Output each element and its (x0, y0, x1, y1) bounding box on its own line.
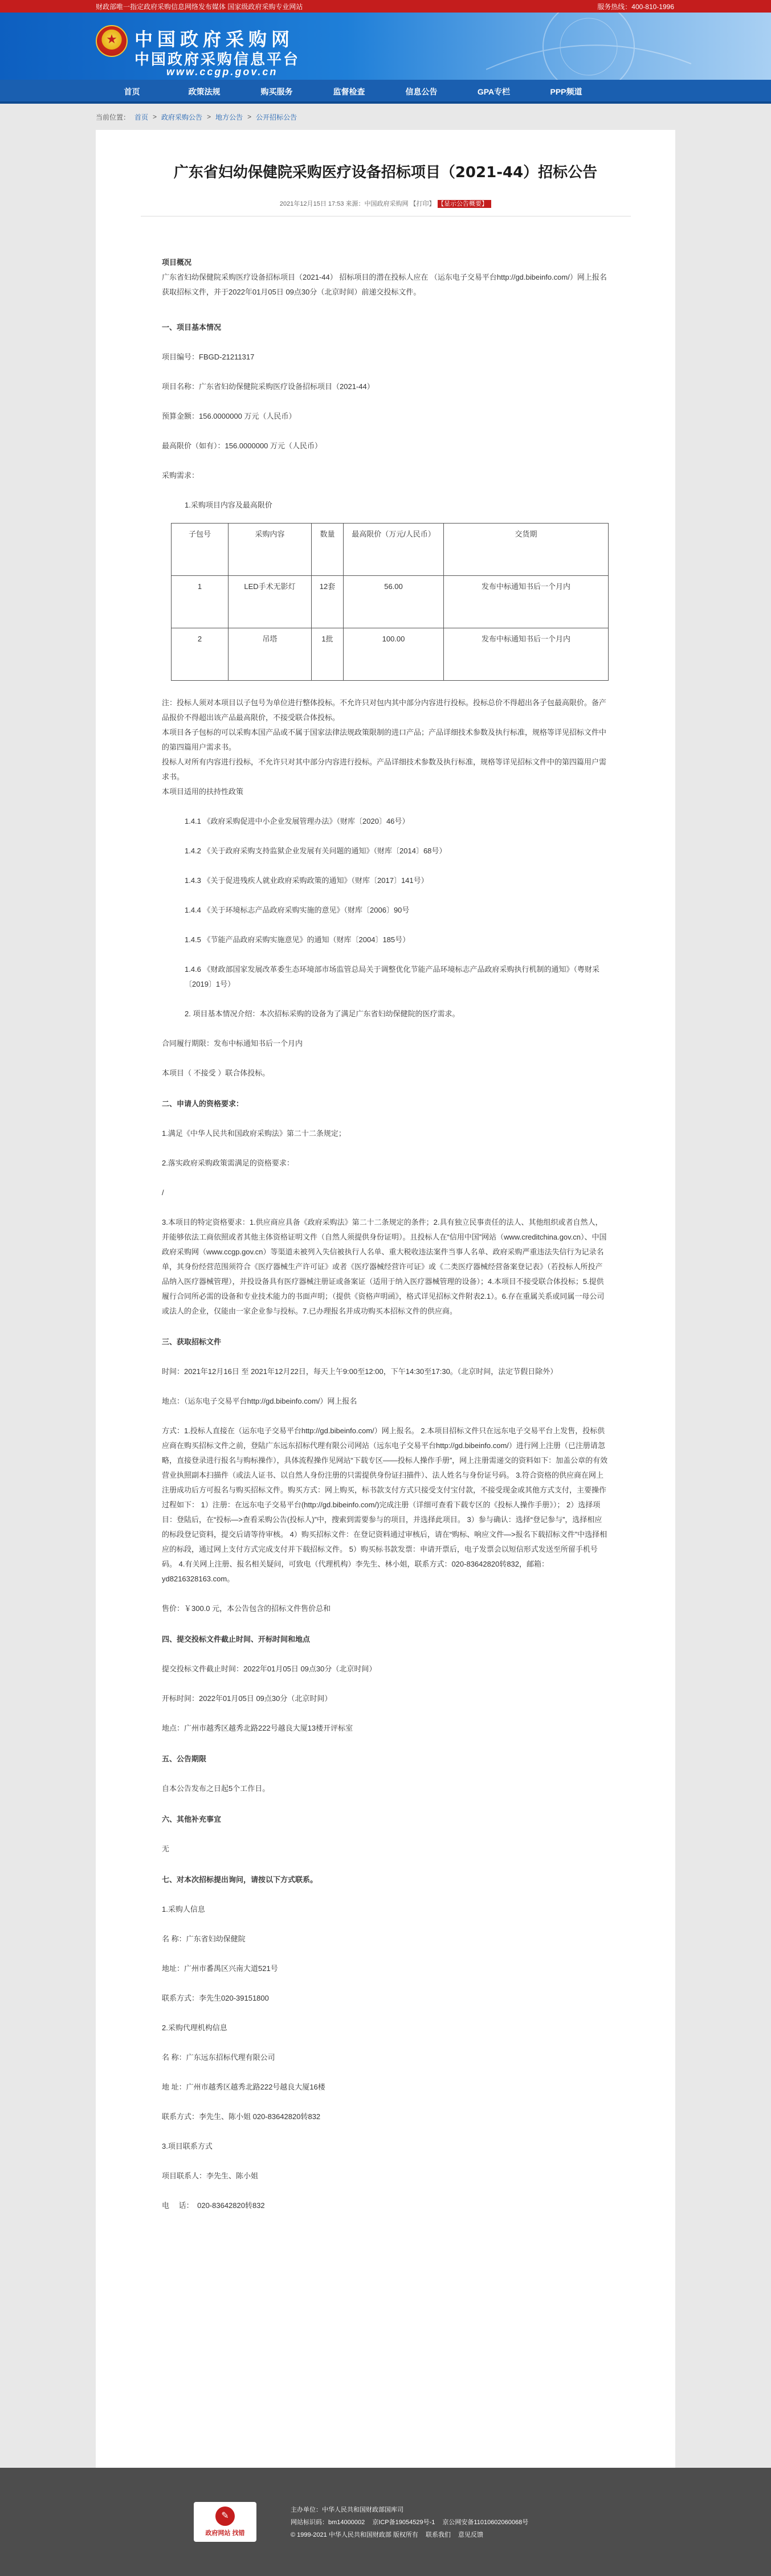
article-body (96, 216, 675, 2213)
package-table (171, 523, 609, 681)
project-code: 项目编号：FBGD-21211317 (162, 353, 255, 361)
note-text: 注：投标人须对本项目以子包号为单位进行整体投标。不允许只对包内其中部分内容进行投标。投标总价不得超出各子包最高限价。备产品报价不得超出该产品最高限价，不接受联合体投标。 (162, 698, 607, 722)
site-name: 中国政府采购网 (134, 28, 295, 50)
table-cell: 发布中标通知书后一个月内 (444, 628, 609, 681)
police-record-link[interactable]: 京公网安备11010602060068号 (442, 2519, 529, 2526)
purchase-need: 采购需求： (162, 471, 199, 480)
contract-period: 合同履行期限：发布中标通知书后一个月内 (162, 1039, 303, 1048)
footer-ids (291, 2517, 534, 2526)
table-header-row (172, 524, 609, 576)
breadcrumb-sep: > (153, 113, 157, 121)
breadcrumb-open-tender[interactable]: 公开招标公告 (256, 113, 297, 121)
qualification-item: 2.落实政府采购政策需满足的资格要求： (162, 1159, 294, 1167)
footer-info (291, 2501, 534, 2542)
union-bid-note: 本项目（ 不接受 ）联合体投标。 (162, 1069, 270, 1077)
bid-open-time: 开标时间：2022年01月05日 09点30分（北京时间） (162, 1694, 332, 1703)
table-header: 交货期 (444, 524, 609, 576)
nav-ppp[interactable]: PPP频道 (550, 87, 582, 96)
banner-decoration (486, 13, 691, 80)
policy-item: 1.4.4 《关于环境标志产品政府采购实施的意见》（财库〔2006〕90号 (185, 906, 410, 914)
qualification-item: 1.满足《中华人民共和国政府采购法》第二十二条规定； (162, 1129, 346, 1138)
error-finder-label: 政府网站 找错 (205, 2530, 245, 2537)
notice-period: 自本公告发布之日起5个工作日。 (162, 1784, 270, 1793)
agency-contact: 联系方式：李先生、陈小姐 020-83642820转832 (162, 2112, 321, 2121)
nav-supervision[interactable]: 监督检查 (333, 87, 365, 96)
table-header: 子包号 (172, 524, 229, 576)
gov-site-error-finder-logo[interactable] (194, 2502, 256, 2542)
article-container (96, 130, 675, 2468)
policy-item: 1.4.5 《节能产品政府采购实施意见》的通知（财库〔2004〕185号） (185, 935, 410, 944)
table-cell: 56.00 (344, 576, 444, 628)
document-price: 售价：￥300.0 元，本公告包含的招标文件售价总和 (162, 1604, 331, 1613)
obtain-place: 地点：（运东电子交易平台http://gd.bibeinfo.com/）网上报名 (162, 1397, 357, 1405)
table-cell: 发布中标通知书后一个月内 (444, 576, 609, 628)
bid-deadline: 提交投标文件截止时间：2022年01月05日 09点30分（北京时间） (162, 1665, 377, 1673)
contact-us-link[interactable]: 联系我们 (425, 2532, 451, 2538)
breadcrumb-sep: > (247, 113, 252, 121)
site-subname: 中国政府采购信息平台 (134, 51, 300, 68)
section-heading: 六、其他补充事宜 (162, 1815, 222, 1823)
table-row (172, 576, 609, 628)
nav-purchase-service[interactable]: 购买服务 (260, 87, 293, 96)
section-heading: 一、项目基本情况 (162, 323, 222, 332)
policy-item: 1.4.3 《关于促进残疾人就业政府采购政策的通知》（财库〔2017〕141号） (185, 876, 429, 885)
contact-heading: 1.采购人信息 (162, 1905, 205, 1913)
service-hotline: 服务热线：400-810-1996 (597, 2, 674, 11)
table-header: 数量 (312, 524, 344, 576)
note-text: 投标人对所有内容进行投标，不允许只对其中部分内容进行投标。产品详细技术参数及执行标准，规格等详见招标文件中的第四篇用户需求书。 (162, 758, 607, 781)
contact-heading: 2.采购代理机构信息 (162, 2023, 227, 2032)
note-text: 本项目各子包标的可以采购本国产品或不属于国家法律法规政策限制的进口产品；产品详细技术参数及执行标准，规格等详见招标文件中的第四篇用户需求书。 (162, 728, 607, 751)
agency-name: 名 称：广东远东招标代理有限公司 (162, 2053, 275, 2062)
project-contact-phone: 电 话： 020-83642820转832 (162, 2201, 265, 2210)
footer-sponsor: 主办单位：中华人民共和国财政部国库司 (291, 2507, 403, 2513)
show-summary-button[interactable]: 【显示公告概要】 (438, 200, 492, 208)
page-title: 广东省妇幼保健院采购医疗设备招标项目（2021-44）招标公告 (173, 164, 598, 181)
nav-gpa[interactable]: GPA专栏 (477, 87, 511, 96)
obtain-method: 方式：1.投标人直接在（运东电子交易平台http://gd.bibeinfo.com/）网上报名。 2.本项目招标文件只在远东电子交易平台上发售，投标供应商在购买招标文件之前，登陆广东远东招标代理有限公司网站（远东电子交易平台http://gd.bibeinfo.com/）进行网上注册（已注册请忽略，直接登录进行报名与购标操作），具体流程操作见网站“下载专区——投标人操作手册”，网上注册需递交的资料如下：加盖公章的有效营业执照副本扫描件（或法人证书、以自然人身份注册的只需提供身份证扫描件）、法人姓名与身份证号码。 3.符合资格的供应商在网上注册成功后方可报名与购买招标文件。购买方式：网上购买，标书款支付方式只接受支付宝付款，不接受现金或其他方式支付，主要操作过程如下： 1）注册：在远东电子交易平台(http://gd.bibeinfo.com/)完成注册（详细可查看下载专区的《投标人操作手册》）； 2）选择项目：登陆后，在“投标—>查看采购公告(投标人)”中，搜索到需要参与的项目，并选择此项目。 3）参与确认：选择“登记参与”，选择相应的标段登记资料，提交后请等待审核。 4）购买招标文件：在登记资料通过审核后，请在“购标、响应文件—>报名下载招标文件”中选择相应的标段，通过网上支付方式完成支付并下载招标文件。 5）购买标书款发票：申请开票后，电子发票会以短信形式发送至所留手机号码。 4.有关网上注册、报名相关疑问，可致电（代理机构）李先生、林小姐，联系方式：020-83642820转832，邮箱：yd8216328163.com。 (162, 1426, 608, 1583)
table-header: 采购内容 (229, 524, 312, 576)
qualification-item: 3.本项目的特定资格要求：1.供应商应具备《政府采购法》第二十二条规定的条件；2.具有独立民事责任的法人、其他组织或者自然人，并能够依法工商依照或者其他主体资格证明文件（自然人须提供身份证明）。且投标人在“信用中国”网站（www.creditchina.gov.cn）、中国政府采购网（www.ccgp.gov.cn）等渠道未被列入失信被执行人名单、重大税收违法案件当事人名单、政府采购严重违法失信行为记录名单，其身份经营范围须符合《医疗器械生产许可证》或者《医疗器械经营许可证》或《二类医疗器械经营备案登记表》（若投标人所投产品纳入医疗器械管理），并投设备具有医疗器械注册证或备案证（适用于纳入医疗器械管理的设备）；4.本项目不接受联合体投标；5.提供履行合同所必需的设备和专业技术能力的书面声明；（提供《资格声明函》，格式详见招标文件附表2.1）。6.存在重属关系或同属一母公司或法人的企业，仅能由一家企业参与投标。7.已办理报名并成功购买本招标文件的供应商。 (162, 1218, 607, 1315)
budget-amount: 预算金额：156.0000000 万元（人民币） (162, 412, 296, 420)
purchaser-name: 名 称：广东省妇幼保健院 (162, 1935, 246, 1943)
site-url: www.ccgp.gov.cn (166, 66, 278, 77)
breadcrumb-sep: > (207, 113, 211, 121)
table-cell: 2 (172, 628, 229, 681)
table-cell: 12套 (312, 576, 344, 628)
table-cell: LED手术无影灯 (229, 576, 312, 628)
purchaser-contact: 联系方式：李先生020-39151800 (162, 1994, 269, 2002)
top-strip-slogan: 财政部唯一指定政府采购信息网络发布媒体 国家级政府采购专业网站 (96, 2, 303, 11)
policy-item: 1.4.6 《财政部国家发展改革委生态环境部市场监管总局关于调整优化节能产品环境标志产品政府采购执行机制的通知》（粤财采〔2019〕1号） (185, 965, 600, 988)
breadcrumb-local[interactable]: 地方公告 (215, 113, 243, 121)
project-name: 项目名称：广东省妇幼保健院采购医疗设备招标项目（2021-44） (162, 382, 374, 391)
max-price: 最高限价（如有）：156.0000000 万元（人民币） (162, 441, 323, 450)
overview-text: 广东省妇幼保健院采购医疗设备招标项目（2021-44） 招标项目的潜在投标人应在 （运东电子交易平台http://gd.bibeinfo.com/）网上报名获取招标文件，并于2022年01月05日 09点30分（北京时间）前递交投标文件。 (162, 273, 607, 296)
copyright-text: © 1999-2021 中华人民共和国财政部 版权所有 (291, 2532, 418, 2538)
bid-open-place: 地点：广州市越秀区越秀北路222号越良大厦13楼开评标室 (162, 1724, 353, 1732)
feedback-link[interactable]: 意见反馈 (458, 2532, 484, 2538)
nav-announcements[interactable]: 信息公告 (405, 87, 438, 96)
section-heading: 三、获取招标文件 (162, 1338, 222, 1346)
table-cell: 1 (172, 576, 229, 628)
contact-heading: 3.项目联系方式 (162, 2142, 213, 2150)
section-heading: 项目概况 (162, 258, 192, 267)
breadcrumb-label: 当前位置： (96, 113, 130, 121)
section-heading: 五、公告期限 (162, 1755, 207, 1763)
other-matters: 无 (162, 1845, 170, 1853)
package-title: 1.采购项目内容及最高限价 (185, 501, 272, 509)
section-heading: 七、对本次招标提出询问，请按以下方式联系。 (162, 1875, 318, 1884)
table-cell: 100.00 (344, 628, 444, 681)
main-nav (0, 80, 771, 104)
breadcrumb-gov-announcements[interactable]: 政府采购公告 (161, 113, 203, 121)
error-finder-icon: ✎ (215, 2507, 235, 2526)
project-contact-person: 项目联系人：李先生、陈小姐 (162, 2172, 259, 2180)
table-cell: 1批 (312, 628, 344, 681)
breadcrumb (0, 104, 771, 130)
national-emblem-icon (96, 25, 128, 57)
qualification-item: / (162, 1188, 164, 1197)
section-heading: 四、提交投标文件截止时间、开标时间和地点 (162, 1635, 311, 1643)
nav-home[interactable]: 首页 (124, 87, 140, 96)
publish-info: 2021年12月15日 17:53 来源：中国政府采购网 【打印】 (279, 201, 435, 207)
policy-heading: 本项目适用的扶持性政策 (162, 787, 244, 796)
site-footer (0, 2468, 771, 2576)
policy-item: 1.4.2 《关于政府采购支持监狱企业发展有关问题的通知》（财库〔2014〕68号） (185, 847, 447, 855)
obtain-time: 时间：2021年12月16日 至 2021年12月22日，每天上午9:00至12:00，下午14:30至17:30。（北京时间，法定节假日除外） (162, 1367, 558, 1376)
purchaser-address: 地址：广州市番禺区兴南大道521号 (162, 1964, 278, 1973)
section-heading: 二、申请人的资格要求： (162, 1099, 244, 1108)
nav-policy[interactable]: 政策法规 (188, 87, 221, 96)
article-meta (96, 199, 675, 208)
site-banner (0, 13, 771, 80)
icp-link[interactable]: 京ICP备19054529号-1 (372, 2519, 435, 2526)
footer-copyright (291, 2530, 534, 2539)
site-id: 网站标识码：bm14000002 (291, 2519, 365, 2526)
policy-item: 1.4.1 《政府采购促进中小企业发展管理办法》（财库〔2020〕46号） (185, 817, 410, 825)
agency-address: 地 址：广州市越秀区越秀北路222号越良大厦16楼 (162, 2083, 325, 2091)
table-cell: 吊塔 (229, 628, 312, 681)
project-intro: 2. 项目基本情况介绍：本次招标采购的设备为了满足广东省妇幼保健院的医疗需求。 (185, 1009, 460, 1018)
table-header: 最高限价（万元/人民币） (344, 524, 444, 576)
table-row (172, 628, 609, 681)
breadcrumb-home[interactable]: 首页 (134, 113, 149, 121)
top-strip (0, 0, 771, 13)
